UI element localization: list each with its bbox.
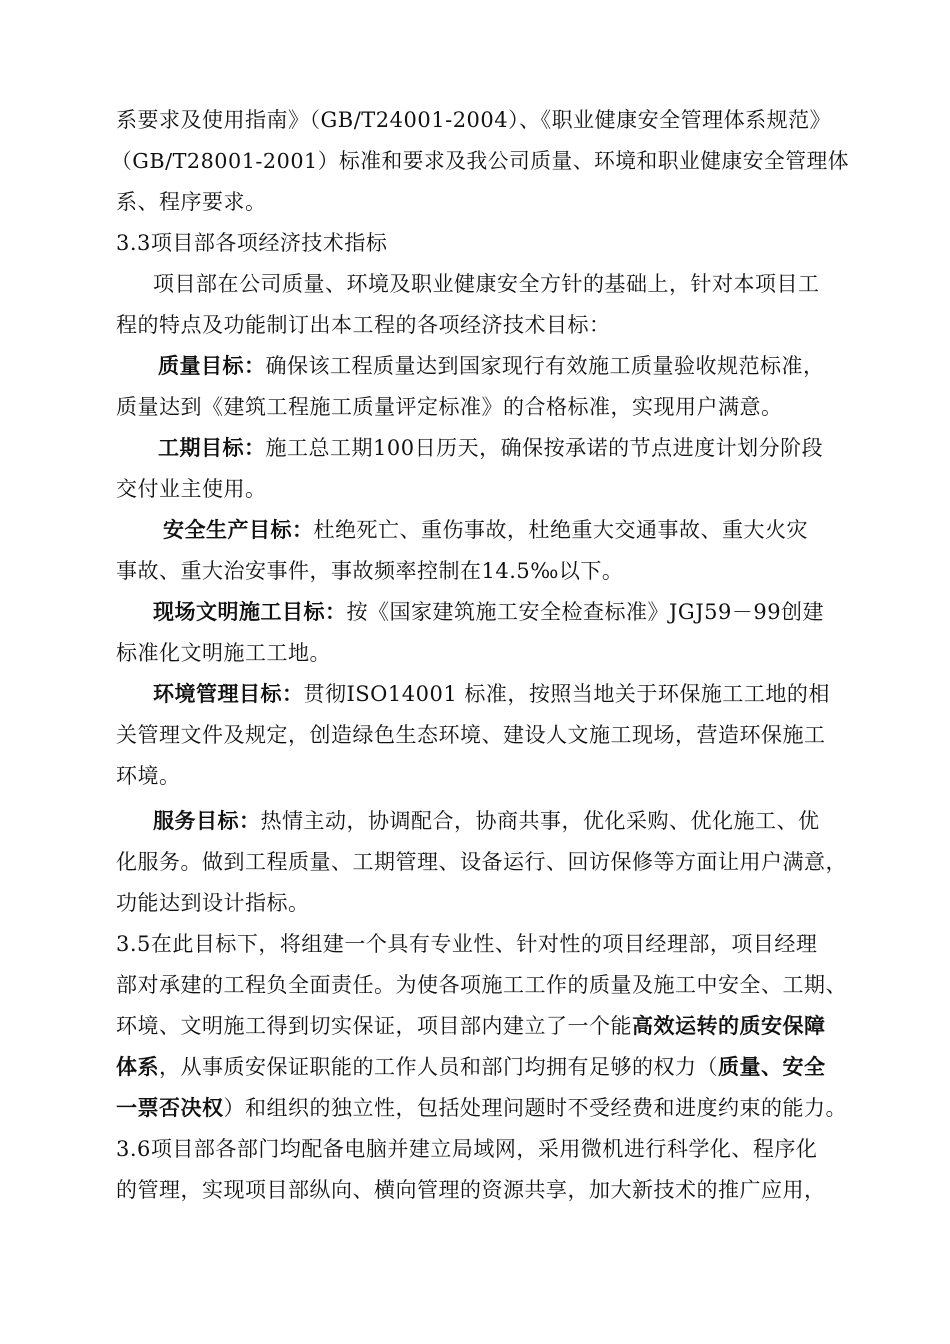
text-run: 关管理文件及规定，创造绿色生态环境、建设人文施工现场，营造环保施工: [116, 723, 826, 747]
text-line: [116, 386, 783, 428]
text-run: 系、程序要求。: [116, 190, 267, 214]
text-line: [116, 1128, 817, 1170]
text-run: 标准化文明施工工地。: [116, 641, 331, 665]
text-line: [116, 841, 847, 883]
text-line: [116, 99, 831, 141]
text-line: [116, 1087, 847, 1129]
text-run: 的管理，实现项目部纵向、横向管理的资源共享，加大新技术的推广应用，: [116, 1178, 826, 1202]
goal-label: 安全生产目标：: [163, 518, 314, 542]
text-line: [116, 1046, 826, 1088]
text-line: [116, 304, 611, 346]
text-line: [116, 632, 331, 674]
text-run: 确保该工程质量达到国家现行有效施工质量验收规范标准，: [265, 354, 825, 378]
text-run: 杜绝死亡、重伤事故，杜绝重大交通事故、重大火灾: [313, 518, 808, 542]
text-run: 功能达到设计指标。: [116, 891, 310, 915]
text-line: [116, 923, 817, 965]
goal-label: 现场文明施工目标：: [153, 600, 347, 624]
text-run: 施工总工期100日历天，确保按承诺的节点进度计划分阶段: [265, 436, 824, 460]
text-run: 3.5在此目标下，将组建一个具有专业性、针对性的项目经理部，项目经理: [116, 932, 818, 956]
goal-label: 质量目标：: [158, 354, 266, 378]
text-line: [158, 345, 825, 387]
goal-label: 服务目标：: [153, 809, 261, 833]
text-run: 按《国家建筑施工安全检查标准》JGJ59－99创建: [346, 600, 825, 624]
text-line: [158, 427, 823, 469]
text-run: 环境。: [116, 764, 181, 788]
text-run: 贯彻ISO14001 标准，按照当地关于环保施工工地的相: [303, 682, 830, 706]
text-run: 3.6项目部各部门均配备电脑并建立局域网，采用微机进行科学化、程序化: [116, 1137, 818, 1161]
text-run: （GB/T28001-2001）标准和要求及我公司质量、环境和职业健康安全管理体: [111, 149, 849, 173]
text-run: 交付业主使用。: [116, 477, 267, 501]
emphasis-text: 一票否决权: [116, 1096, 224, 1120]
text-line: [153, 673, 830, 715]
text-line: [116, 755, 181, 797]
text-line: [116, 964, 847, 1006]
text-run: 质量达到《建筑工程施工质量评定标准》的合格标准，实现用户满意。: [116, 395, 783, 419]
emphasis-text: 高效运转的质安保障: [632, 1014, 826, 1038]
emphasis-text: 体系: [116, 1055, 159, 1079]
text-run: 部对承建的工程负全面责任。为使各项施工工作的质量及施工中安全、工期、: [116, 973, 847, 997]
text-line: [116, 882, 310, 924]
text-run: 化服务。做到工程质量、工期管理、设备运行、回访保修等方面让用户满意，: [116, 850, 847, 874]
text-run: 热情主动，协调配合，协商共事，优化采购、优化施工、优: [260, 809, 820, 833]
text-line: [116, 714, 826, 756]
text-line: [116, 1169, 826, 1211]
text-run: 事故、重大治安事件，事故频率控制在14.5‰以下。: [116, 559, 624, 583]
emphasis-text: 质量、安全: [718, 1055, 826, 1079]
text-line: [111, 140, 849, 182]
text-run: ，从事质安保证职能的工作人员和部门均拥有足够的权力（: [159, 1055, 718, 1079]
goal-label: 环境管理目标：: [153, 682, 304, 706]
goal-label: 工期目标：: [158, 436, 266, 460]
text-line: [116, 550, 623, 592]
text-line: [163, 509, 808, 551]
text-run: 程的特点及功能制订出本工程的各项经济技术目标：: [116, 313, 611, 337]
section-heading: [116, 222, 387, 264]
text-line: [153, 263, 820, 305]
text-run: 项目部在公司质量、环境及职业健康安全方针的基础上，针对本项目工: [153, 272, 820, 296]
text-line: [153, 591, 824, 633]
text-run: 系要求及使用指南》（GB/T24001-2004）、《职业健康安全管理体系规范》: [116, 108, 832, 132]
text-line: [116, 1005, 826, 1047]
text-line: [116, 181, 267, 223]
text-line: [153, 800, 820, 842]
text-run: 环境、文明施工得到切实保证，项目部内建立了一个能: [116, 1014, 632, 1038]
text-run: 3.3项目部各项经济技术指标: [116, 231, 388, 255]
text-line: [116, 468, 267, 510]
text-run: ）和组织的独立性，包括处理问题时不受经费和进度约束的能力。: [223, 1096, 847, 1120]
